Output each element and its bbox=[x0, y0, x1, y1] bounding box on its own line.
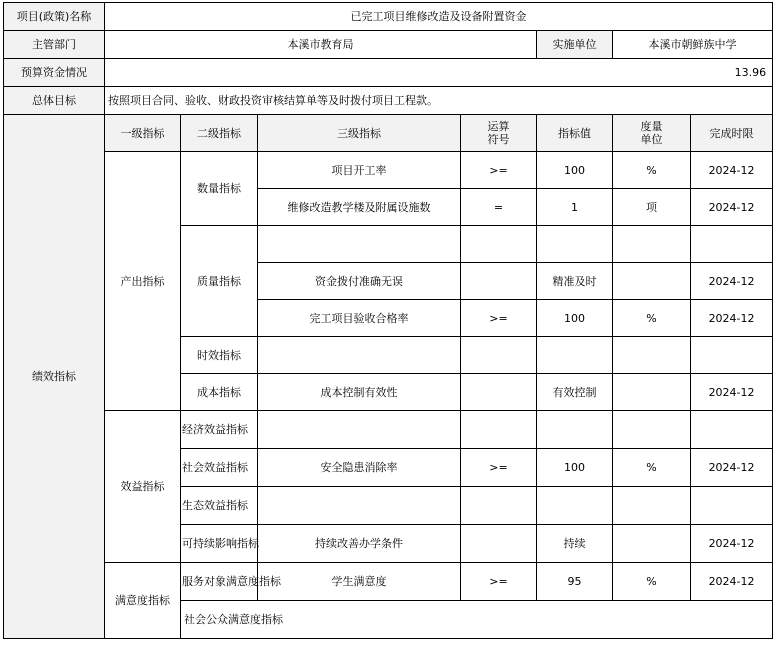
value-cell: 100 bbox=[537, 152, 613, 189]
deadline-cell bbox=[691, 411, 773, 449]
project-name-label: 项目(政策)名称 bbox=[4, 3, 105, 31]
unit-cell: % bbox=[613, 563, 691, 601]
unit-cell bbox=[613, 411, 691, 449]
deadline-cell bbox=[691, 487, 773, 525]
unit-cell bbox=[613, 226, 691, 263]
budget-label: 预算资金情况 bbox=[4, 59, 105, 87]
operator-cell bbox=[461, 226, 537, 263]
level2-cost: 成本指标 bbox=[181, 374, 258, 411]
goal-row bbox=[4, 87, 773, 115]
operator-cell: >= bbox=[461, 152, 537, 189]
deadline-cell bbox=[691, 226, 773, 263]
budget-value: 13.96 bbox=[105, 59, 773, 87]
deadline-cell: 2024-12 bbox=[691, 449, 773, 487]
level2-social: 社会效益指标 bbox=[181, 449, 258, 487]
deadline-cell: 2024-12 bbox=[691, 152, 773, 189]
operator-cell bbox=[461, 337, 537, 374]
indicator-cell: 资金拨付准确无误 bbox=[258, 263, 461, 300]
impl-label: 实施单位 bbox=[537, 31, 613, 59]
col-level2: 二级指标 bbox=[181, 115, 258, 152]
budget-row bbox=[4, 59, 773, 87]
table-row bbox=[4, 411, 773, 449]
level2-sustainable: 可持续影响指标 bbox=[181, 525, 258, 563]
deadline-cell: 2024-12 bbox=[691, 300, 773, 337]
column-header-row bbox=[4, 115, 773, 152]
indicator-cell: 安全隐患消除率 bbox=[258, 449, 461, 487]
unit-cell: 项 bbox=[613, 189, 691, 226]
col-value: 指标值 bbox=[537, 115, 613, 152]
operator-cell: >= bbox=[461, 563, 537, 601]
operator-cell bbox=[461, 374, 537, 411]
value-cell bbox=[537, 337, 613, 374]
indicator-cell bbox=[258, 411, 461, 449]
unit-cell: % bbox=[613, 152, 691, 189]
indicator-cell: 持续改善办学条件 bbox=[258, 525, 461, 563]
operator-cell bbox=[461, 525, 537, 563]
unit-cell: % bbox=[613, 449, 691, 487]
dept-label: 主管部门 bbox=[4, 31, 105, 59]
col-level3: 三级指标 bbox=[258, 115, 461, 152]
indicator-cell: 完工项目验收合格率 bbox=[258, 300, 461, 337]
project-name-value: 已完工项目维修改造及设备附置资金 bbox=[105, 3, 773, 31]
value-cell bbox=[537, 487, 613, 525]
indicator-cell bbox=[258, 487, 461, 525]
department-row bbox=[4, 31, 773, 59]
indicator-cell bbox=[258, 337, 461, 374]
level1-satisfaction: 满意度指标 bbox=[105, 563, 181, 639]
table-row bbox=[4, 152, 773, 189]
operator-cell: >= bbox=[461, 300, 537, 337]
value-cell bbox=[537, 411, 613, 449]
goal-value: 按照项目合同、验收、财政投资审核结算单等及时拨付项目工程款。 bbox=[105, 87, 773, 115]
deadline-cell: 2024-12 bbox=[691, 374, 773, 411]
value-cell: 100 bbox=[537, 449, 613, 487]
value-cell: 95 bbox=[537, 563, 613, 601]
deadline-cell: 2024-12 bbox=[691, 263, 773, 300]
unit-cell bbox=[613, 487, 691, 525]
deadline-cell: 2024-12 bbox=[691, 525, 773, 563]
col-deadline: 完成时限 bbox=[691, 115, 773, 152]
unit-cell: % bbox=[613, 300, 691, 337]
col-operator: 运算 符号 bbox=[461, 115, 537, 152]
level2-service-target: 服务对象满意度指标 bbox=[181, 563, 258, 601]
performance-goal-table bbox=[3, 2, 773, 639]
table-row bbox=[4, 563, 773, 601]
level1-benefit: 效益指标 bbox=[105, 411, 181, 563]
operator-cell bbox=[461, 411, 537, 449]
level2-quality: 质量指标 bbox=[181, 226, 258, 337]
col-unit: 度量 单位 bbox=[613, 115, 691, 152]
operator-cell: = bbox=[461, 189, 537, 226]
level2-public: 社会公众满意度指标 bbox=[181, 601, 773, 639]
level2-economic: 经济效益指标 bbox=[181, 411, 258, 449]
value-cell: 有效控制 bbox=[537, 374, 613, 411]
col-level1: 一级指标 bbox=[105, 115, 181, 152]
unit-cell bbox=[613, 525, 691, 563]
indicator-cell: 项目开工率 bbox=[258, 152, 461, 189]
value-cell: 精准及时 bbox=[537, 263, 613, 300]
indicator-cell: 学生满意度 bbox=[258, 563, 461, 601]
impl-value: 本溪市朝鲜族中学 bbox=[613, 31, 773, 59]
deadline-cell: 2024-12 bbox=[691, 189, 773, 226]
level1-output: 产出指标 bbox=[105, 152, 181, 411]
dept-value: 本溪市教育局 bbox=[105, 31, 537, 59]
operator-cell bbox=[461, 263, 537, 300]
performance-indicator-label: 绩效指标 bbox=[4, 115, 105, 639]
unit-cell bbox=[613, 337, 691, 374]
performance-table-page bbox=[3, 2, 773, 639]
operator-cell bbox=[461, 487, 537, 525]
level2-timeliness: 时效指标 bbox=[181, 337, 258, 374]
level2-quantity: 数量指标 bbox=[181, 152, 258, 226]
project-name-row bbox=[4, 3, 773, 31]
level2-ecological: 生态效益指标 bbox=[181, 487, 258, 525]
indicator-cell bbox=[258, 226, 461, 263]
deadline-cell bbox=[691, 337, 773, 374]
unit-cell bbox=[613, 374, 691, 411]
value-cell: 1 bbox=[537, 189, 613, 226]
goal-label: 总体目标 bbox=[4, 87, 105, 115]
indicator-cell: 成本控制有效性 bbox=[258, 374, 461, 411]
indicator-cell: 维修改造教学楼及附属设施数 bbox=[258, 189, 461, 226]
value-cell: 持续 bbox=[537, 525, 613, 563]
operator-cell: >= bbox=[461, 449, 537, 487]
deadline-cell: 2024-12 bbox=[691, 563, 773, 601]
value-cell: 100 bbox=[537, 300, 613, 337]
value-cell bbox=[537, 226, 613, 263]
unit-cell bbox=[613, 263, 691, 300]
